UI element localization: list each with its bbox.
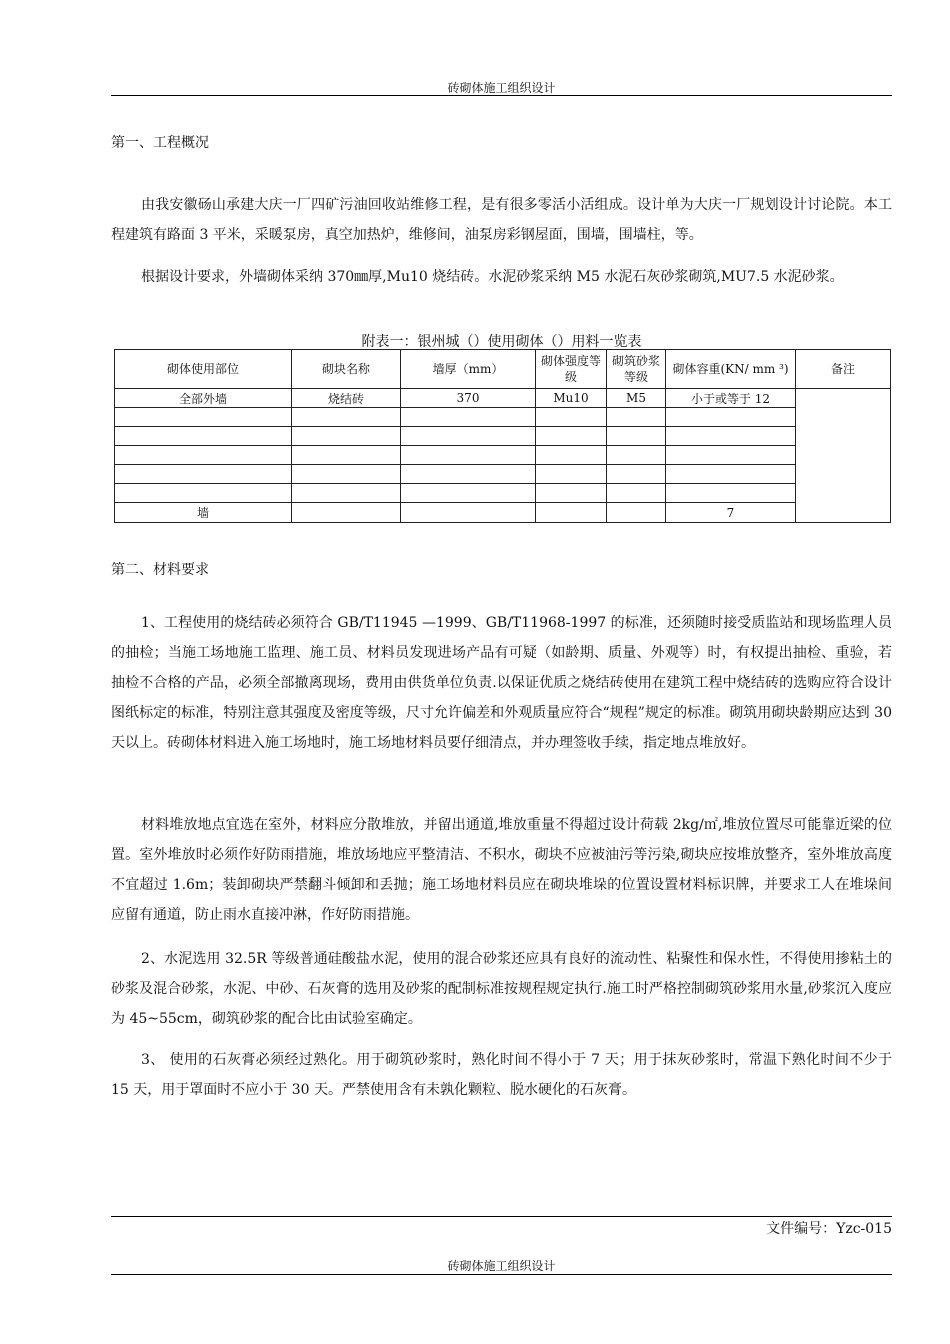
- table-cell: [292, 484, 401, 503]
- table-cell: [666, 446, 796, 465]
- header-divider: [111, 95, 892, 96]
- table-cell: [401, 427, 536, 446]
- table-cell: 小于或等于 12: [666, 389, 796, 408]
- table-cell: [666, 408, 796, 427]
- table-header-cell: 砌筑砂浆等级: [607, 350, 666, 389]
- table-cell: [607, 484, 666, 503]
- table-cell: [666, 484, 796, 503]
- table-cell: [666, 427, 796, 446]
- table-header-cell: 砌体容重(KN/ mm ³): [666, 350, 796, 389]
- table-cell: [607, 503, 666, 523]
- table-cell: 7: [666, 503, 796, 523]
- table-row: [115, 484, 891, 503]
- table-cell: [292, 465, 401, 484]
- table-cell: [607, 408, 666, 427]
- table-cell: [115, 446, 292, 465]
- table-row: [115, 389, 891, 408]
- footer-divider: [111, 1216, 892, 1217]
- table-cell: [536, 446, 607, 465]
- table-cell: [115, 427, 292, 446]
- table-cell: [401, 408, 536, 427]
- section-2-paragraph-1: 1、工程使用的烧结砖必须符合 GB/T11945 —1999、GB/T11968-1997 的标准，还须随时接受质监站和现场监理人员的抽检；当施工场地施工监理、施工员、材料员发现进场产品有可疑（如龄期、质量、外观等）时，有权提出抽检、重验，若抽检不合格的产品，必须全部撤离现场，费用由供货单位负责.以保证优质之烧结砖使用在建筑工程中烧结砖的选购应符合设计图纸标定的标准，特别注意其强度及密度等级，尺寸允许偏差和外观质量应符合“规程”规定的标准。砌筑用砌块龄期应达到 30 天以上。砖砌体材料进入施工场地时，施工场地材料员要仔细清点，并办理签收手续，指定地点堆放好。: [111, 615, 892, 751]
- table-cell: Mu10: [536, 389, 607, 408]
- table-header-cell: 备注: [796, 350, 891, 389]
- section-2-paragraph-2: 材料堆放地点宜选在室外，材料应分散堆放，并留出通道,堆放重量不得超过设计荷载 2kg/㎡,堆放位置尽可能靠近梁的位置。室外堆放时必须作好防雨措施，堆放场地应平整清洁、不积水，砌块不应被油污等污染,砌块应按堆放整齐，室外堆放高度不宜超过 1.6m；装卸砌块严禁翻斗倾卸和丢抛；施工场地材料员应在砌块堆垛的位置设置材料标识牌，并要求工人在堆垛间应留有通道，防止雨水直接冲淋，作好防雨措施。: [111, 817, 892, 923]
- table-cell: [401, 503, 536, 523]
- table-cell: [292, 427, 401, 446]
- table-cell: 370: [401, 389, 536, 408]
- table-row: [115, 446, 891, 465]
- table-cell: [536, 503, 607, 523]
- table-caption: 附表一：银州城（）使用砌体（）用料一览表: [361, 334, 642, 350]
- table-cell: [401, 446, 536, 465]
- table-cell: [292, 408, 401, 427]
- table-cell: [536, 465, 607, 484]
- section-2-paragraph-3: 2、水泥选用 32.5R 等级普通硅酸盐水泥，使用的混合砂浆还应具有良好的流动性、粘聚性和保水性，不得使用掺粘土的砂浆及混合砂浆，水泥、中砂、石灰膏的选用及砂浆的配制标准按规程规定执行.施工时严格控制砌筑砂浆用水量,砂浆沉入度应为 45~55cm，砌筑砂浆的配合比由试验室确定。: [111, 951, 892, 1027]
- table-cell: [401, 465, 536, 484]
- table-cell: [115, 408, 292, 427]
- table-cell: [401, 484, 536, 503]
- table-cell: [607, 427, 666, 446]
- table-cell: [115, 484, 292, 503]
- section-1-title: 第一、工程概况: [111, 135, 209, 151]
- table-header-row: [115, 350, 891, 389]
- table-row: [115, 427, 891, 446]
- table-header-cell: 墙厚（mm）: [401, 350, 536, 389]
- section-1-paragraph-2: 根据设计要求，外墙砌体采纳 370㎜厚,Mu10 烧结砖。水泥砂浆采纳 M5 水泥石灰砂浆砌筑,MU7.5 水泥砂浆。: [141, 269, 844, 285]
- section-1-paragraph-1: 由我安徽砀山承建大庆一厂四矿污油回收站维修工程，是有很多零活小活组成。设计单为大庆一厂规划设计讨论院。本工程建筑有路面 3 平米，采暖泵房，真空加热炉，维修间，油泵房彩钢屋面，围墙，围墙柱，等。: [111, 197, 892, 243]
- section-2-paragraph-4: 3、 使用的石灰膏必须经过熟化。用于砌筑砂浆时，熟化时间不得小于 7 天；用于抹灰砂浆时，常温下熟化时间不少于 15 天，用于罩面时不应小于 30 天。严禁使用含有未孰化颗粒、脱水硬化的石灰膏。: [111, 1052, 892, 1098]
- next-page-header-divider: [111, 1274, 892, 1275]
- table-row: [115, 503, 891, 523]
- next-page-header-title: 砖砌体施工组织设计: [447, 1259, 556, 1273]
- table-cell: [536, 408, 607, 427]
- table-header-cell: 砌体使用部位: [115, 350, 292, 389]
- table-cell: M5: [607, 389, 666, 408]
- table-header-cell: 砌块名称: [292, 350, 401, 389]
- material-table: [114, 349, 891, 523]
- table-cell: [115, 465, 292, 484]
- table-cell: 烧结砖: [292, 389, 401, 408]
- table-row: [115, 408, 891, 427]
- table-cell: [292, 446, 401, 465]
- table-cell: [536, 484, 607, 503]
- file-number: 文件编号：Yzc-015: [766, 1221, 892, 1237]
- remarks-cell: [796, 389, 891, 523]
- table-cell: 墙: [115, 503, 292, 523]
- table-row: [115, 465, 891, 484]
- table-cell: [536, 427, 607, 446]
- table-header-cell: 砌体强度等级: [536, 350, 607, 389]
- page-header-title: 砖砌体施工组织设计: [447, 81, 556, 95]
- table-cell: [666, 465, 796, 484]
- table-cell: [292, 503, 401, 523]
- table-cell: [607, 446, 666, 465]
- table-cell: 全部外墙: [115, 389, 292, 408]
- section-2-title: 第二、材料要求: [111, 562, 209, 578]
- table-cell: [607, 465, 666, 484]
